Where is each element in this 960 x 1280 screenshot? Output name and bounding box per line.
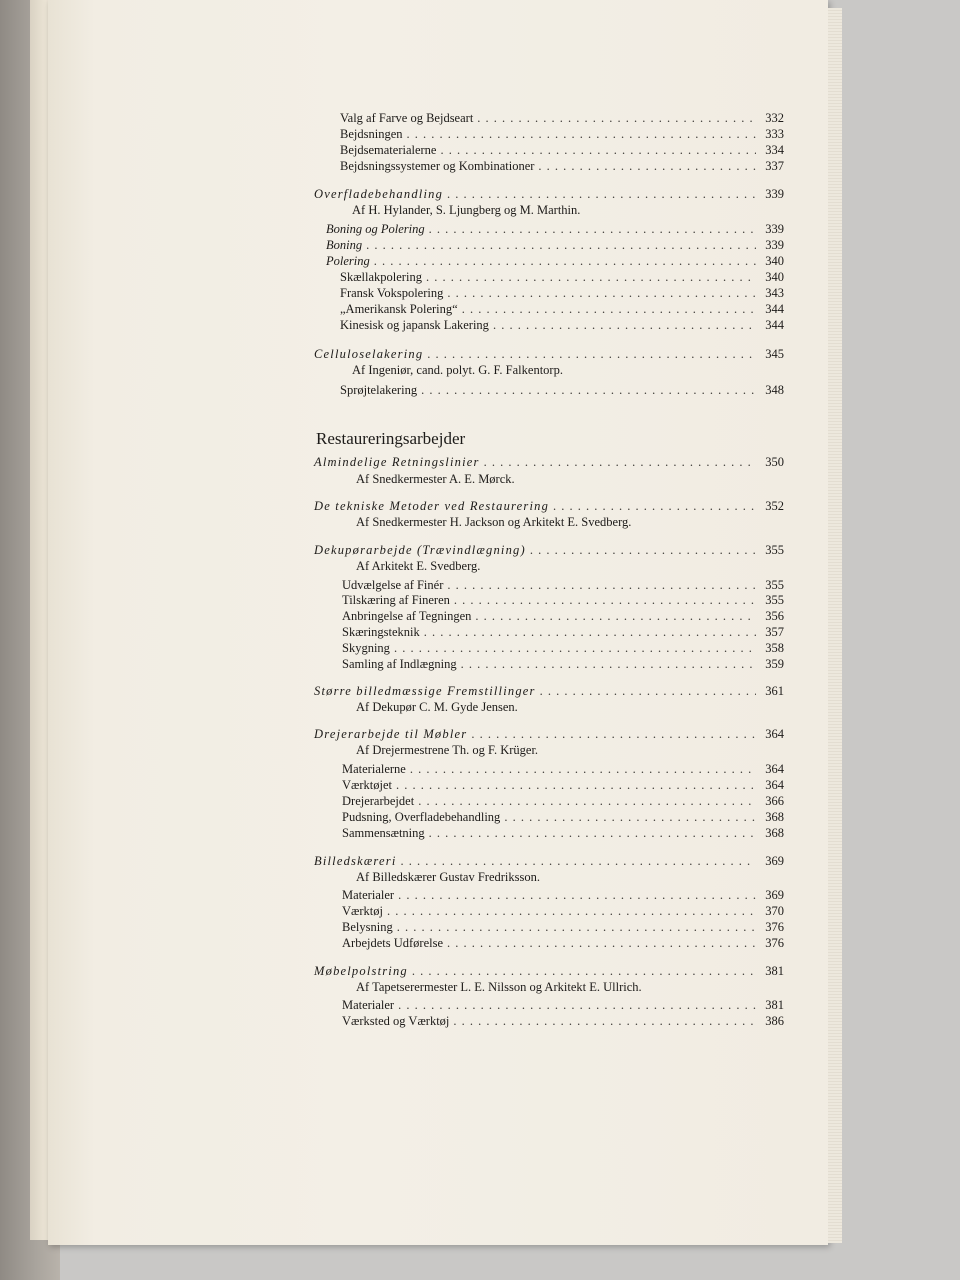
toc-entry [342,903,784,919]
toc-entry-title: Samling af Indlægning [342,657,457,671]
toc-entry [342,919,784,935]
toc-entry-page: 355 [765,578,784,592]
toc-entry-page: 376 [765,936,784,950]
leader-dots [397,919,756,935]
toc-section-page: 369 [765,854,784,868]
toc-section [314,346,784,362]
toc-entry-title: Boning og Polering [326,222,425,236]
toc-section-page: 350 [765,455,784,469]
toc-entry-title: Boning [326,238,363,252]
toc-entry-title: Fransk Vokspolering [340,286,444,300]
toc-section-page: 352 [765,499,784,513]
leader-dots [410,761,756,777]
toc-entry-title: Værktøj [342,904,383,918]
toc-section-author: Af Ingeniør, cand. polyt. G. F. Falkentorp. [352,363,563,377]
toc-entry-title: Sprøjtelakering [340,383,418,397]
leader-dots [461,656,756,672]
leader-dots [447,935,756,951]
leader-dots [447,285,756,301]
toc-entry-page: 386 [765,1014,784,1028]
toc-entry [342,793,784,809]
toc-entry-title: Bejdsningssystemer og Kombinationer [340,159,535,173]
leader-dots [387,903,756,919]
toc-entry-page: 376 [765,920,784,934]
toc-entry-page: 364 [765,762,784,776]
toc-entry [340,317,784,333]
toc-entry-page: 359 [765,657,784,671]
toc-entry [326,237,784,253]
toc-entry-title: Materialer [342,888,395,902]
toc-entry-title: Sammensætning [342,826,425,840]
toc-entry-page: 339 [765,222,784,236]
toc-entry [342,997,784,1013]
toc-section-page: 364 [765,727,784,741]
toc-entry-title: Belysning [342,920,393,934]
leader-dots [407,126,757,142]
toc-entry [340,301,784,317]
toc-entry-title: Materialerne [342,762,406,776]
leader-dots [429,221,756,237]
toc-entry [342,809,784,825]
toc-section-author: Af Snedkermester A. E. Mørck. [356,472,515,486]
leader-dots [418,793,756,809]
toc-entry [342,656,784,672]
toc-entry-title: Skæringsteknik [342,625,420,639]
toc-section-title: Almindelige Retningslinier [314,455,480,469]
toc-entry-page: 355 [765,593,784,607]
toc-section-page: 345 [765,347,784,361]
leader-dots [447,186,756,202]
leader-dots [493,317,756,333]
toc-entry [340,269,784,285]
leader-dots [440,142,756,158]
leader-dots [538,158,756,174]
leader-dots [429,825,756,841]
toc-entry-page: 366 [765,794,784,808]
toc-section-title: Celluloselakering [314,347,424,361]
toc-entry-title: Værksted og Værktøj [342,1014,450,1028]
toc-entry [342,592,784,608]
leader-dots [504,809,756,825]
toc-entry-title: Drejerarbejdet [342,794,415,808]
toc-entry [342,761,784,777]
toc-entry-title: Materialer [342,998,395,1012]
toc-section [314,498,784,514]
leader-dots [421,382,756,398]
toc-section [314,186,784,202]
toc-section-title: Møbelpolstring [314,964,408,978]
toc-entry-title: Pudsning, Overfladebehandling [342,810,501,824]
toc-entry [342,887,784,903]
toc-entry [340,142,784,158]
leader-dots [475,608,756,624]
leader-dots [484,454,756,470]
leader-dots [471,726,756,742]
toc-entry [340,110,784,126]
toc-entry-title: Skygning [342,641,390,655]
toc-entry-page: 358 [765,641,784,655]
leader-dots [424,624,756,640]
toc-section [314,726,784,742]
toc-entry-page: 368 [765,810,784,824]
page-edge [828,8,842,1243]
toc-section-title: Billedskæreri [314,854,397,868]
toc-section [314,454,784,470]
toc-entry-page: 340 [765,254,784,268]
toc-entry [342,935,784,951]
toc-section [314,853,784,869]
toc-entry [342,577,784,593]
book-page [48,0,828,1245]
toc-section-title: Overfladebehandling [314,187,444,201]
leader-dots [453,1013,756,1029]
leader-dots [374,253,756,269]
leader-dots [398,997,756,1013]
toc-entry-page: 339 [765,238,784,252]
toc-entry-title: „Amerikansk Polering“ [340,302,458,316]
toc-entry [342,825,784,841]
toc-section-title: De tekniske Metoder ved Restaurering [314,499,550,513]
toc-section-page: 339 [765,187,784,201]
toc-entry-title: Bejdsningen [340,127,403,141]
toc-entry-title: Valg af Farve og Bejdseart [340,111,474,125]
toc-entry [342,624,784,640]
toc-entry [326,221,784,237]
toc-entry-page: 381 [765,998,784,1012]
toc-entry-page: 357 [765,625,784,639]
toc-entry-page: 332 [765,111,784,125]
toc-entry-title: Tilskæring af Fineren [342,593,450,607]
toc-section [314,963,784,979]
toc-entry-page: 370 [765,904,784,918]
toc-entry [342,608,784,624]
toc-section [314,683,784,699]
toc-section-title: Drejerarbejde til Møbler [314,727,468,741]
leader-dots [401,853,757,869]
toc-entry-title: Anbringelse af Tegningen [342,609,472,623]
toc-entry-page: 344 [765,302,784,316]
toc-entry-title: Kinesisk og japansk Lakering [340,318,489,332]
leader-dots [462,301,756,317]
toc-entry-page: 340 [765,270,784,284]
toc-entry-title: Udvælgelse af Finér [342,578,444,592]
toc-section-page: 361 [765,684,784,698]
leader-dots [396,777,756,793]
toc-section-title: Større billedmæssige Fremstillinger [314,684,536,698]
toc-entry-title: Værktøjet [342,778,392,792]
toc-section [314,542,784,558]
toc-entry [340,382,784,398]
toc-entry [342,640,784,656]
toc-entry-page: 356 [765,609,784,623]
toc-section-title: Dekupørarbejde (Trævindlægning) [314,543,526,557]
toc-section-author: Af Drejermestrene Th. og F. Krüger. [356,743,539,757]
toc-entry-page: 364 [765,778,784,792]
toc-entry-title: Polering [326,254,370,268]
toc-entry-page: 368 [765,826,784,840]
toc-entry [342,777,784,793]
leader-dots [412,963,756,979]
toc-entry [340,126,784,142]
leader-dots [447,577,756,593]
leader-dots [553,498,756,514]
toc-section-author: Af Arkitekt E. Svedberg. [356,559,481,573]
toc-entry-page: 337 [765,159,784,173]
toc-section-author: Af Snedkermester H. Jackson og Arkitekt E. Svedberg. [356,515,632,529]
toc-section-page: 381 [765,964,784,978]
toc-section-author: Af Billedskærer Gustav Fredriksson. [356,870,541,884]
toc-section-page: 355 [765,543,784,557]
toc-entry-page: 343 [765,286,784,300]
leader-dots [426,269,756,285]
toc-entry-page: 369 [765,888,784,902]
leader-dots [454,592,756,608]
toc-entry-title: Arbejdets Udførelse [342,936,444,950]
toc-entry-page: 334 [765,143,784,157]
toc-entry-title: Skællakpolering [340,270,422,284]
toc-entry [342,1013,784,1029]
leader-dots [427,346,756,362]
leader-dots [540,683,756,699]
toc-entry [340,158,784,174]
toc-entry-title: Bejdsematerialerne [340,143,437,157]
toc-section-author: Af H. Hylander, S. Ljungberg og M. Marthin. [352,203,581,217]
leader-dots [394,640,756,656]
toc-entry-page: 348 [765,383,784,397]
toc-section-author: Af Tapetserermester L. E. Nilsson og Arkitekt E. Ullrich. [356,980,642,994]
leader-dots [530,542,756,558]
leader-dots [366,237,756,253]
toc-entry-page: 333 [765,127,784,141]
toc-entry [326,253,784,269]
toc-entry [340,285,784,301]
toc-section-author: Af Dekupør C. M. Gyde Jensen. [356,700,518,714]
leader-dots [477,110,756,126]
toc-entry-page: 344 [765,318,784,332]
leader-dots [398,887,756,903]
toc-part-heading: Restaureringsarbejder [316,429,466,448]
